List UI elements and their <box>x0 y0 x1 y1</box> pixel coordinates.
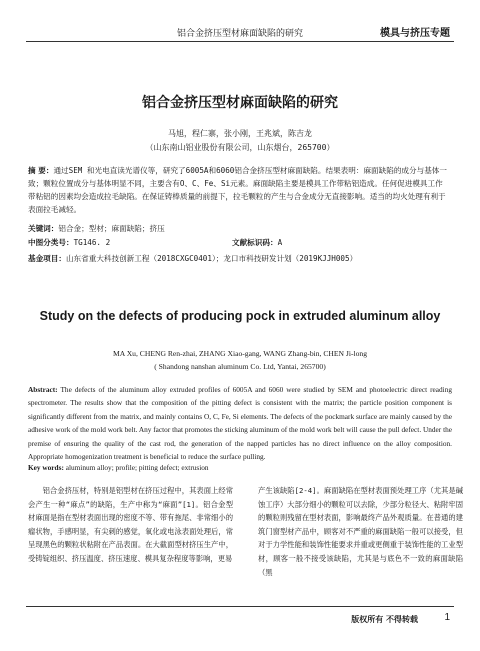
doc-code-value: A <box>277 238 283 247</box>
clc-label: 中图分类号： <box>28 238 74 247</box>
authors-en: MA Xu, CHENG Ren-zhai, ZHANG Xiao-gang, WANG Zhang-bin, CHEN Ji-long <box>112 349 367 358</box>
clc-line <box>28 236 188 249</box>
keywords-en <box>28 463 452 472</box>
authors-cn: 马旭，程仁寨，张小刚，王兆斌，陈吉龙 <box>168 129 312 138</box>
body-column-right: 产生该缺陷[2-4]。麻面缺陷在型材表面预处理工序（尤其是碱蚀工序）大部分细小的颗粒可以去除，少部分粒径大、粘附牢固的颗粒则残留在型材表面，影响最终产品外观质量。在普通的建筑门窗型材产品中，顾客对不严重的麻面缺陷一般可以接受，但对于力学性能和装饰性能要求并重或更侧重于装饰性能的工业型材，顾客一般不接受该缺陷，尤其是与底色不一致的麻面缺陷（黑 <box>258 486 463 577</box>
affiliation-cn: （山东南山铝业股份有限公司，山东烟台，265700） <box>145 143 335 152</box>
keywords-en-label: Key words: <box>28 463 64 472</box>
header-rule <box>26 41 454 42</box>
abstract-cn-label: 摘 要： <box>28 166 54 175</box>
page-number: 1 <box>444 612 450 623</box>
paper-title-cn: 铝合金挤压型材麻面缺陷的研究 <box>142 95 338 111</box>
doc-code-label: 文献标识码： <box>232 238 278 247</box>
keywords-cn-label: 关键词： <box>28 224 59 233</box>
footer-rule <box>26 606 454 607</box>
fund-text: 山东省重大科技创新工程（2018CXGC0401）；龙口市科技研发计划（2019KJJH005） <box>65 254 358 263</box>
running-header-title: 铝合金挤压型材麻面缺陷的研究 <box>176 29 303 39</box>
abstract-cn <box>28 164 450 216</box>
abstract-en <box>28 383 452 463</box>
abstract-en-label: Abstract: <box>28 385 58 394</box>
paper-title-en: Study on the defects of producing pock in extruded aluminum alloy <box>39 309 441 323</box>
clc-value: TG146. 2 <box>73 238 111 247</box>
doc-code-line <box>232 236 382 249</box>
copyright-notice: 版权所有 不得转载 <box>351 615 418 624</box>
fund-line <box>28 252 450 265</box>
keywords-en-text: aluminum alloy; profile; pitting defect; extrusion <box>63 463 209 472</box>
keywords-cn-text: 铝合金；型材；麻面缺陷；挤压 <box>58 224 165 233</box>
abstract-cn-text: 通过SEM 和光电直读光谱仪等，研究了6005A和6060铝合金挤压型材麻面缺陷。结果表明：麻面缺陷的成分与基体一致；颗粒位置成分与基体明显不同，主要含有O、C、Fe、Si元素。麻面缺陷主要是模具工作带粘铝造成。任何促进模具工作带粘铝的因素均会造成拉毛缺陷。在保证铸棒质量的前提下，拉毛颗粒的产生与合金成分无直接影响。适当的均火处理有利于表面拉毛减轻。 <box>28 166 447 214</box>
abstract-en-text: The defects of the aluminum alloy extruded profiles of 6005A and 6060 were studied by SEM and photoelectric direct reading spectrometer. The results show that the composition of the pitting defect is consistent with the matrix; the particle position component is significantly different from the matrix, and mainly contains O, C, Fe, Si elements. The defects of the pockmark surface are mainly caused by the adhesive work of the mold work belt. Any factor that promotes the sticking aluminum of the mold work belt will cause the pull defect. Under the premise of ensuring the quality of the cast rod, the generation of the napped particles has no direct influence on the alloy composition. Appropriate homogenization treatment is beneficial to reduce the surface pulling. <box>28 385 452 462</box>
body-column-left: 铝合金挤压材，特别是铝型材在挤压过程中，其表面上经常会产生一种“麻点”的缺陷，生产中称为“麻面”[1]。铝合金型材麻面是指在型材表面出现的密度不等、带有拖尾、非常细小的瘤状物，手感明显，有尖刺的感觉，氧化或电泳表面处理后，常呈现黑色的颗粒状粘附在产品表面。在大截面型材挤压生产中，受铸锭组织、挤压温度、挤压速度、模具复杂程度等影响，更易 <box>28 486 233 563</box>
running-header-section: 模具与挤压专题 <box>380 28 450 39</box>
keywords-cn <box>28 222 450 235</box>
fund-label: 基金项目： <box>28 254 66 263</box>
affiliation-en: ( Shandong nanshan aluminum Co. Ltd, Yantai, 265700) <box>154 362 326 371</box>
